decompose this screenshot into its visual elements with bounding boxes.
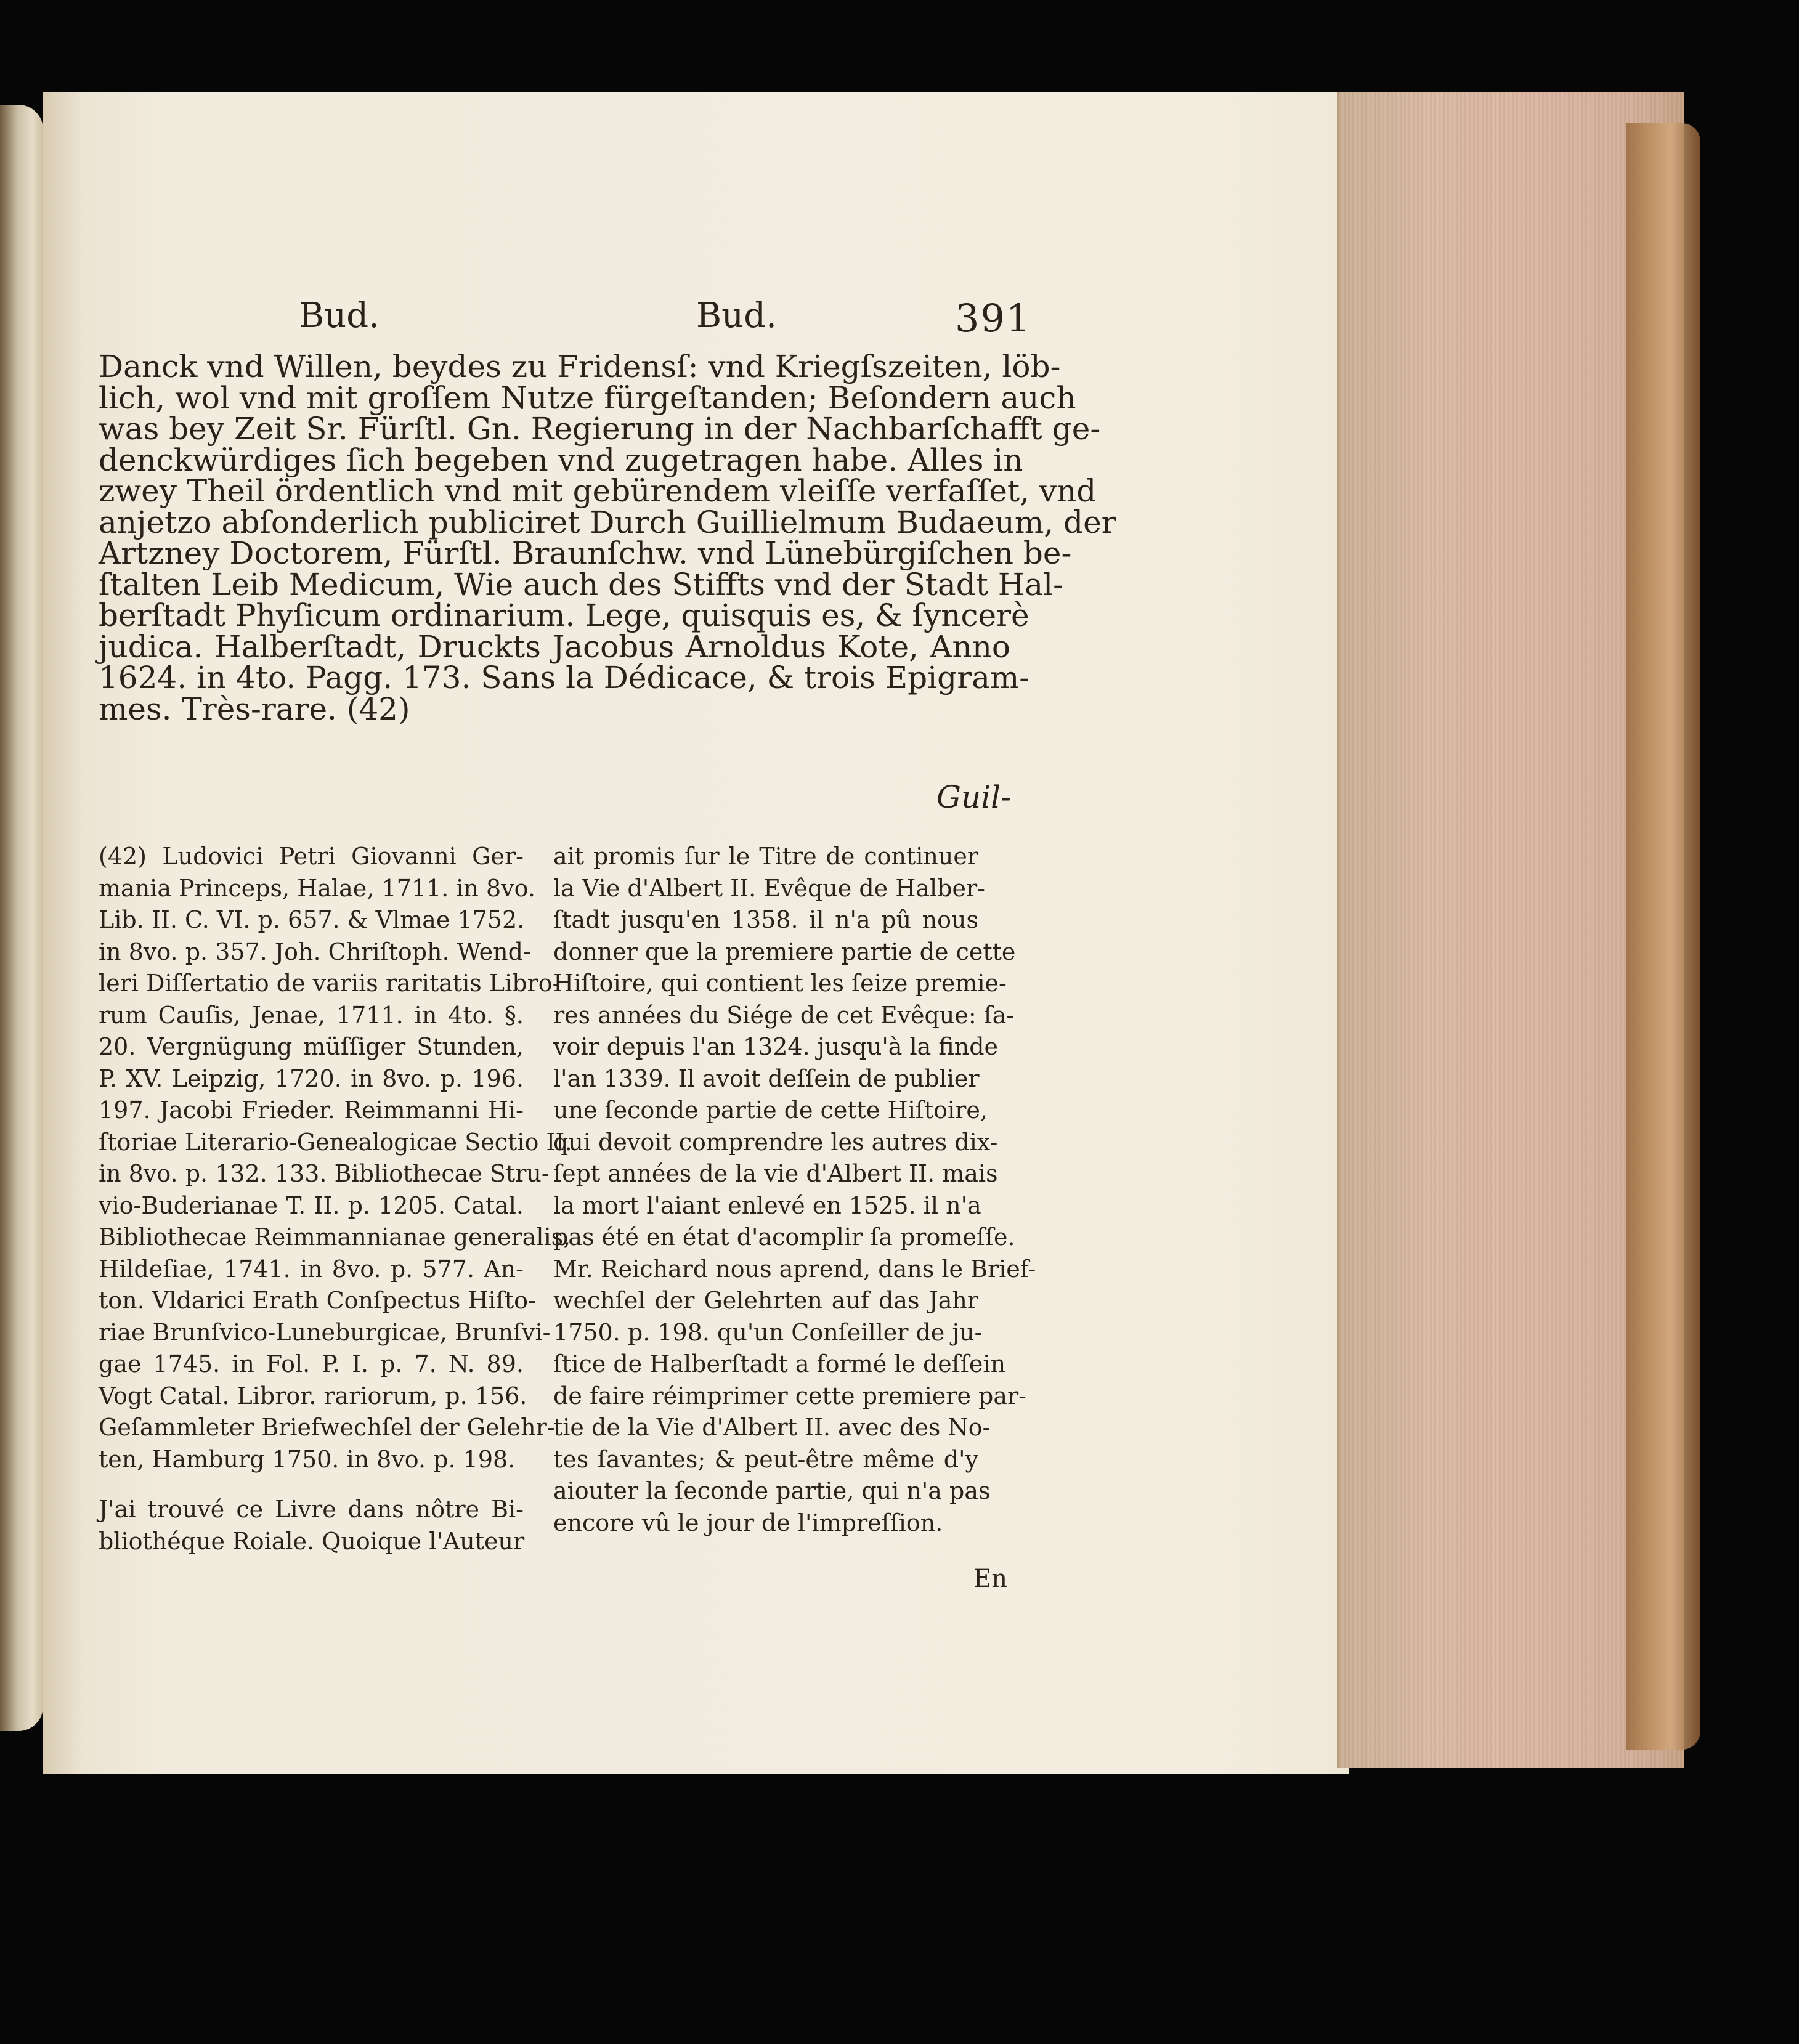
- commentary-line: l'an 1339. Il avoit deſſein de publier: [553, 1065, 980, 1092]
- right-column-commentary: [553, 841, 1036, 1539]
- footnote-line: Geſammleter Briefwechſel der Gelehr-: [99, 1414, 555, 1441]
- commentary-line: ſept années de la vie d'Albert II. mais: [553, 1160, 998, 1187]
- catchword-bottom: En: [973, 1565, 1007, 1593]
- commentary-line: wechſel der Gelehrten auf das Jahr: [553, 1287, 978, 1314]
- main-line: judica. Halberſtadt, Druckts Jacobus Arnoldus Kote, Anno: [99, 628, 1010, 665]
- footnote-line: 20. Vergnügung müſſiger Stunden,: [99, 1033, 524, 1060]
- footnote-line: (42) Ludovici Petri Giovanni Ger-: [99, 843, 524, 870]
- catchword-main: Guil-: [936, 779, 1012, 815]
- commentary-line: J'ai trouvé ce Livre dans nôtre Bi-: [99, 1496, 524, 1523]
- footnote-line: Hildeſiae, 1741. in 8vo. p. 577. An-: [99, 1255, 524, 1283]
- commentary-line: de faire réimprimer cette premiere par-: [553, 1382, 1026, 1409]
- main-line: zwey Theil ördentlich vnd mit gebürendem vleiſſe verfaſſet, vnd: [99, 473, 1097, 509]
- commentary-line: ſtice de Halberſtadt a formé le deſſein: [553, 1350, 1006, 1377]
- footnote-line: ton. Vldarici Erath Conſpectus Hiſto-: [99, 1287, 536, 1314]
- header-center: Bud.: [696, 296, 777, 336]
- footnote-line: mania Princeps, Halae, 1711. in 8vo.: [99, 874, 535, 902]
- footnote-line: in 8vo. p. 357. Joh. Chriſtoph. Wend-: [99, 938, 531, 965]
- footnote-line: riae Brunſvico-Luneburgicae, Brunſvi-: [99, 1318, 551, 1346]
- main-line: was bey Zeit Sr. Fürſtl. Gn. Regierung in der Nachbarſchafft ge-: [99, 411, 1101, 447]
- running-header: [0, 290, 1799, 345]
- commentary-line: la mort l'aiant enlevé en 1525. il n'a: [553, 1191, 981, 1219]
- footnote-line: Lib. II. C. VI. p. 657. & Vlmae 1752.: [99, 906, 525, 933]
- footnote-line: rum Cauſis, Jenae, 1711. in 4to. §.: [99, 1001, 524, 1029]
- commentary-line: Hiſtoire, qui contient les ſeize premie-: [553, 970, 1007, 997]
- page-number: 391: [955, 296, 1032, 341]
- main-line: ſtalten Leib Medicum, Wie auch des Stiffts vnd der Stadt Hal-: [99, 566, 1063, 602]
- main-line: Danck vnd Willen, beydes zu Fridensſ: vnd Kriegſszeiten, löb-: [99, 349, 1061, 384]
- header-left: Bud.: [299, 296, 380, 336]
- commentary-line: aiouter la ſeconde partie, qui n'a pas: [553, 1477, 991, 1504]
- footnote-line: gae 1745. in Fol. P. I. p. 7. N. 89.: [99, 1350, 524, 1377]
- footnote-line: in 8vo. p. 132. 133. Bibliothecae Stru-: [99, 1160, 550, 1187]
- main-line: anjetzo abſonderlich publiciret Durch Guillielmum Budaeum, der: [99, 504, 1116, 540]
- footnote-line: leri Diſſertatio de variis raritatis Libro-: [99, 970, 561, 997]
- main-line: berſtadt Phyſicum ordinarium. Lege, quisquis es, & ſyncerè: [99, 598, 1029, 633]
- main-line: mes. Très-rare. (42): [99, 691, 410, 727]
- main-line: Artzney Doctorem, Fürſtl. Braunſchw. vnd Lünebürgiſchen be-: [99, 535, 1072, 571]
- commentary-line: voir depuis l'an 1324. jusqu'à la finde: [553, 1033, 999, 1060]
- commentary-line: qui devoit comprendre les autres dix-: [553, 1128, 998, 1156]
- main-line: 1624. in 4to. Pagg. 173. Sans la Dédicace, & trois Epigram-: [99, 660, 1030, 696]
- commentary-line: tes ſavantes; & peut-être même d'y: [553, 1445, 978, 1473]
- facing-page-edge: [0, 105, 43, 1731]
- paragraph-gap: [99, 1475, 524, 1494]
- commentary-line: ait promis ſur le Titre de continuer: [553, 843, 978, 870]
- commentary-line: donner que la premiere partie de cette: [553, 938, 1016, 965]
- footnote-line: P. XV. Leipzig, 1720. in 8vo. p. 196.: [99, 1065, 524, 1092]
- footnote-line: Bibliothecae Reimmannianae generalis,: [99, 1223, 571, 1251]
- footnote-line: 197. Jacobi Frieder. Reimmanni Hi-: [99, 1097, 524, 1124]
- commentary-line: tie de la Vie d'Albert II. avec des No-: [553, 1414, 991, 1441]
- commentary-line: 1750. p. 198. qu'un Conſeiller de ju-: [553, 1318, 983, 1346]
- commentary-line: Mr. Reichard nous aprend, dans le Brief-: [553, 1255, 1036, 1283]
- footnote-line: vio-Buderianae T. II. p. 1205. Catal.: [99, 1191, 524, 1219]
- footnote-line: ten, Hamburg 1750. in 8vo. p. 198.: [99, 1445, 516, 1473]
- footnote-line: ſtoriae Literario-Genealogicae Sectio II.: [99, 1128, 572, 1156]
- commentary-line: la Vie d'Albert II. Evêque de Halber-: [553, 874, 985, 902]
- commentary-line: encore vû le jour de l'impreſſion.: [553, 1509, 943, 1536]
- main-line: denckwürdiges ſich begeben vnd zugetragen habe. Alles in: [99, 442, 1023, 478]
- main-paragraph: [99, 349, 1116, 727]
- commentary-line: bliothéque Roiale. Quoique l'Auteur: [99, 1527, 525, 1555]
- main-line: lich, wol vnd mit groſſem Nutze fürgeſtanden; Beſondern auch: [99, 379, 1076, 416]
- book-binding: [1626, 123, 1700, 1750]
- commentary-line: pas été en état d'acomplir ſa promeſſe.: [553, 1223, 1015, 1251]
- commentary-line: ſtadt jusqu'en 1358. il n'a pû nous: [553, 906, 978, 933]
- left-column-footnote: [99, 841, 572, 1557]
- footnote-line: Vogt Catal. Libror. rariorum, p. 156.: [99, 1382, 527, 1409]
- commentary-line: res années du Siége de cet Evêque: ſa-: [553, 1001, 1015, 1029]
- commentary-line: une ſeconde partie de cette Hiſtoire,: [553, 1097, 988, 1124]
